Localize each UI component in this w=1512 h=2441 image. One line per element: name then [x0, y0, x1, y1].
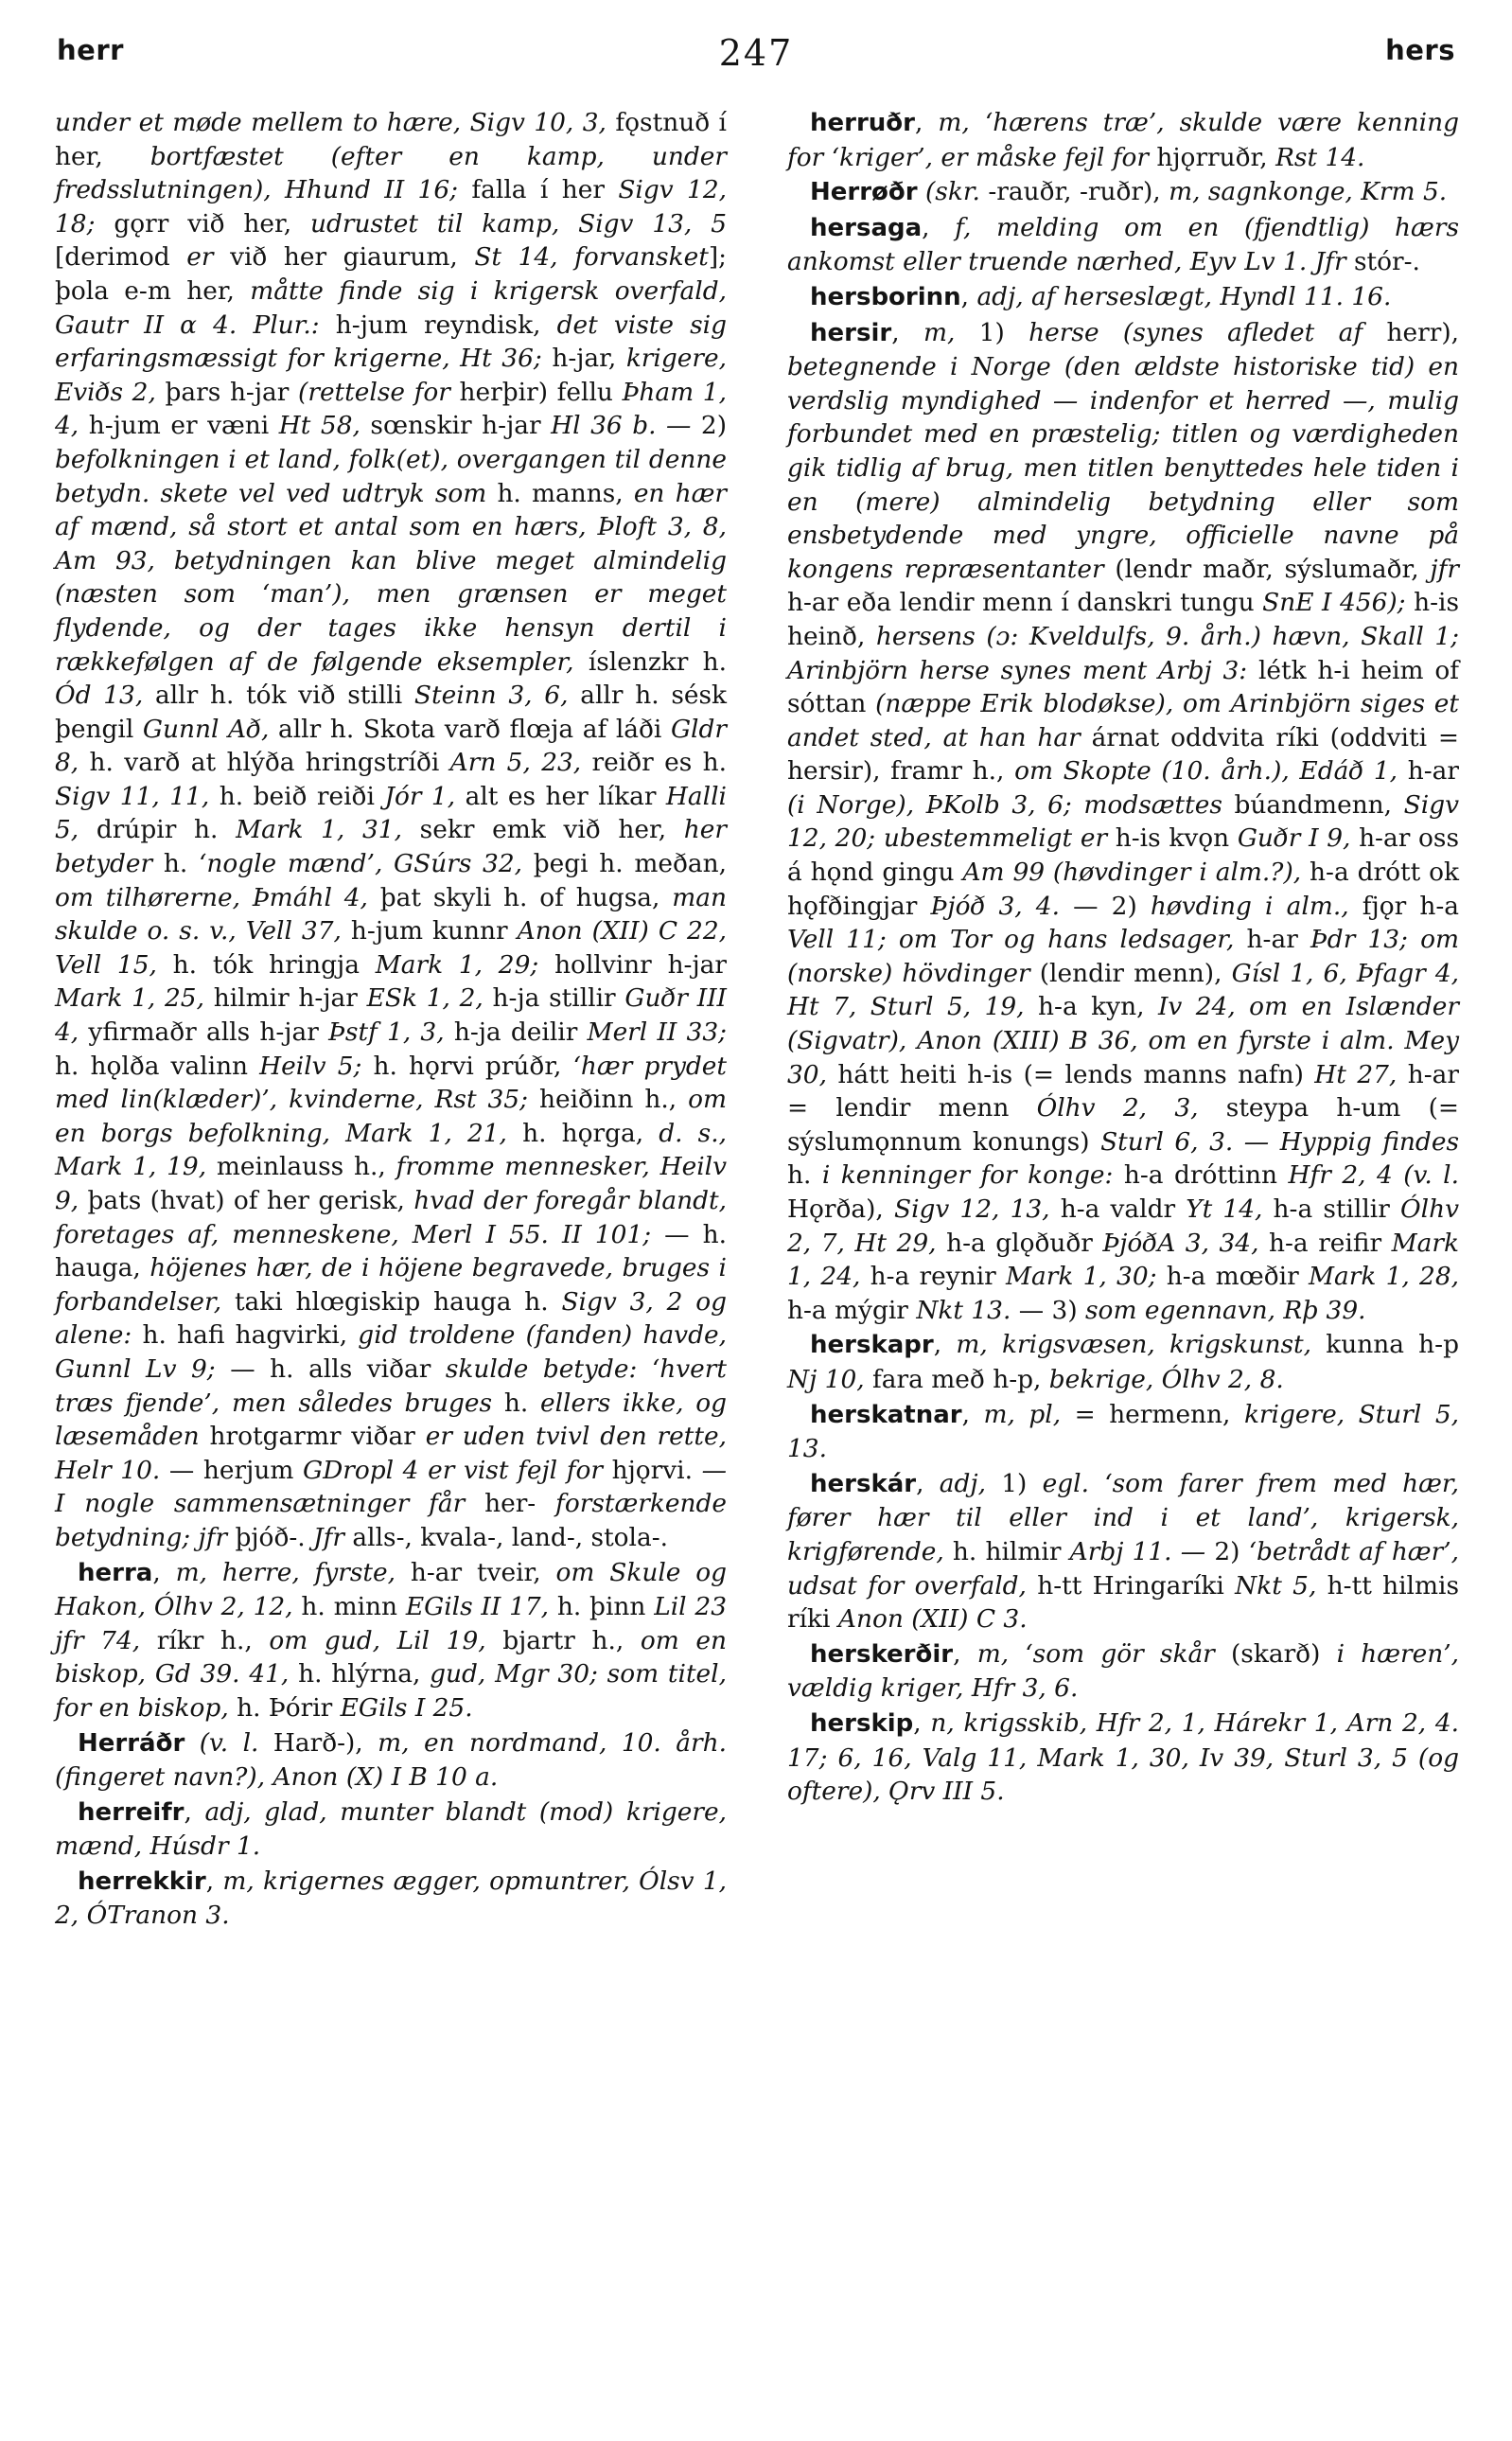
roman-text: h. varð at hlýða hringstríði — [89, 748, 450, 778]
roman-text: ]; þola e-m her, — [55, 242, 727, 306]
italic-text: n, krigsskib, Hfr 2, 1, Hárekr 1, Arn 2, 4. 17; 6, 16, Valg 11, Mark 1, 30, Iv 39, Sturl 3, 5 (og oftere), Ǫrv III 5. — [787, 1707, 1459, 1807]
italic-text: Þjóð 3, 4. — [930, 891, 1074, 921]
italic-text: ÞjóðA 3, 34, — [1102, 1228, 1270, 1258]
roman-text: h. beið reiði — [219, 781, 385, 811]
roman-text: alt es her líkar — [465, 781, 666, 811]
italic-text: bekrige, Ólhv 2, 8. — [1048, 1364, 1284, 1394]
italic-text: Gísl 1, 6, Þfagr 4, Ht 7, Sturl 5, 19, — [787, 958, 1459, 1022]
italic-text: adj, glad, munter blandt (mod) krigere, mænd, Húsdr 1. — [55, 1796, 728, 1862]
italic-text: er — [186, 242, 231, 273]
roman-text: hilmir h-jar — [213, 983, 367, 1014]
italic-text: skulde betyde: ‘hvert træs fjende’, men således bruges — [55, 1353, 728, 1418]
italic-text: Anon (XII) C 22, Vell 15, — [55, 916, 728, 980]
roman-text: h-tt Hringaríki — [1037, 1570, 1236, 1601]
roman-text: 2) — [700, 411, 728, 441]
italic-text: under et møde mellem to hære, Sigv 10, 3, — [55, 108, 616, 137]
dictionary-entry — [787, 1707, 1459, 1809]
italic-text: høvding i alm., — [1150, 891, 1363, 921]
italic-text: d. s., Mark 1, 19, — [55, 1118, 727, 1182]
italic-text: Þdr 13; om (norske) hövdinger — [787, 925, 1460, 988]
italic-text: Heilv 5; — [259, 1051, 374, 1081]
roman-text: reiðr es h. — [591, 748, 727, 778]
italic-text: GDropl 4 er vist fejl for — [302, 1455, 612, 1485]
italic-text: — I nogle sammensætninger får — [55, 1455, 728, 1519]
dictionary-entry — [55, 1865, 727, 1933]
dictionary-entry — [787, 316, 1459, 1328]
italic-text: Hl 36 b. — — [551, 411, 701, 441]
roman-text: við her giaurum, — [230, 242, 475, 273]
roman-text: hermenn, — [1109, 1399, 1244, 1429]
italic-text: ‘nogle mænd’, GSúrs 32, — [198, 849, 534, 879]
roman-text: yfirmaðr alls h-jar — [88, 1017, 329, 1048]
roman-text: allr h. sésk þengil — [55, 681, 728, 744]
italic-text: Lil 23 jfr 74, — [55, 1592, 727, 1655]
italic-text: ‘betrådt af hær’, udsat for overfald, — [787, 1536, 1460, 1601]
italic-text: Arn 5, 23, — [449, 748, 592, 778]
roman-text: þat skyli h. of hugsa, — [379, 882, 673, 912]
roman-text: , — [922, 212, 956, 242]
entry-headword: Herráðr — [78, 1728, 185, 1758]
roman-text: , — [914, 108, 939, 137]
roman-text: h-a kyn, — [1038, 992, 1158, 1022]
roman-text: h. — [787, 1160, 822, 1191]
roman-text: fjǫr h-a — [1362, 891, 1459, 921]
italic-text: hvad der foregår blandt, foretages af, menneskene, Merl I 55. II 101; — [55, 1186, 727, 1249]
roman-text: steypa h-um (= sýslumǫnnum konungs) — [787, 1093, 1459, 1157]
italic-text: Merl II 33; — [587, 1017, 727, 1048]
italic-text: som egennavn, Rþ 39. — [1085, 1295, 1366, 1325]
roman-text: h. — [163, 849, 199, 879]
roman-text: h-a reynir — [870, 1262, 1006, 1292]
italic-text: (v. l. — [185, 1727, 273, 1758]
roman-text: , — [953, 1638, 977, 1669]
roman-text: h-ja deilir — [453, 1017, 588, 1048]
italic-text: man skulde o. s. v., Vell 37, — [55, 882, 727, 946]
italic-text: Mark 1, 25, — [55, 983, 214, 1014]
italic-text: Jór 1, — [384, 781, 466, 811]
entry-headword: herskatnar — [810, 1400, 962, 1429]
italic-text: om Skule og Hakon, Ólhv 2, 12, — [55, 1557, 728, 1622]
roman-text: — 2) — [1073, 891, 1151, 921]
italic-text: gud, Mgr 30; — [430, 1659, 607, 1689]
italic-text: höjenes hær, de i höjene begravede, bruges i forbandelser, — [55, 1253, 727, 1317]
italic-text: EGils I 25. — [340, 1692, 473, 1723]
roman-text: Harð-), — [273, 1727, 378, 1758]
roman-text: fǫstnuð í her, — [55, 108, 727, 171]
dictionary-entry — [55, 1795, 727, 1864]
italic-text: Nkt 5, — [1235, 1570, 1327, 1601]
dictionary-entry — [787, 211, 1459, 279]
italic-text: udrustet til kamp, Sigv 13, 5 — [310, 208, 728, 239]
roman-text: h. manns, — [497, 478, 634, 508]
italic-text: her betyder — [55, 815, 728, 879]
italic-text: Þham 1, 4, — [55, 377, 727, 441]
italic-text: som titel, for en biskop, — [55, 1659, 728, 1723]
italic-text: Ólhv 2, 7, Ht 29, — [787, 1194, 1460, 1258]
roman-text: h-ar — [1246, 925, 1310, 955]
roman-text: bjartr h., — [502, 1625, 641, 1655]
italic-text: Ólhv 2, 3, — [1036, 1093, 1226, 1123]
dictionary-entry — [55, 1556, 727, 1725]
roman-text: (lendr maðr, sýslumaðr, — [1115, 554, 1431, 584]
roman-text: 1) — [1001, 1468, 1043, 1498]
italic-text: f, melding om en (fjendtlig) hærs ankomst eller truende nærhed, Eyv Lv 1. Jfr — [787, 212, 1459, 277]
roman-text: h-a dróttinn — [1123, 1160, 1289, 1191]
italic-text: m, krigernes ægger, opmuntrer, Ólsv 1, 2, ÓTranon 3. — [55, 1866, 727, 1931]
italic-text: gid troldene (fanden) havde, Gunnl Lv 9; — [55, 1320, 727, 1384]
entry-continuation — [55, 106, 727, 1555]
roman-text: alls-, kvala-, land-, stola-. — [352, 1522, 669, 1552]
page-number: 247 — [718, 32, 794, 74]
italic-text: SnE I 456); — [1262, 588, 1415, 618]
roman-text: herr), — [1386, 317, 1459, 347]
italic-text: Gldr 8, — [55, 714, 727, 778]
entry-headword: herra — [78, 1558, 153, 1587]
italic-text: Sturl 6, 3. — Hyppig findes — [1100, 1126, 1459, 1157]
dictionary-entry — [55, 1726, 727, 1795]
italic-text: m, sagnkonge, Krm 5. — [1169, 177, 1448, 207]
roman-text: h-ar = lendir menn — [787, 1059, 1459, 1123]
italic-text: herse (synes afledet af — [1029, 317, 1387, 347]
roman-text: h-jum reyndisk, — [335, 310, 557, 340]
roman-text: þjóð-. — [235, 1522, 314, 1552]
italic-text: Mark 1, 31, — [236, 815, 420, 845]
roman-text: h. hlýrna, — [298, 1659, 431, 1689]
roman-text: h. þinn — [556, 1592, 655, 1622]
italic-text: om tilhørerne, Þmáhl 4, — [55, 882, 380, 912]
italic-text: EGils II 17, — [405, 1592, 557, 1622]
italic-text: m, herre, fyrste, — [175, 1557, 411, 1587]
italic-text: jfr — [1430, 554, 1459, 584]
roman-text: (lendir menn), — [1039, 958, 1232, 988]
roman-text: h. hǫrga, — [522, 1118, 659, 1148]
roman-text: h-ja stillir — [492, 983, 625, 1014]
roman-text: þats (hvat) of her gerisk, — [87, 1186, 414, 1215]
roman-text: h-ar eða lendir menn í danskri tungu — [787, 588, 1263, 618]
italic-text: m, — [923, 317, 979, 347]
dictionary-entry — [787, 175, 1459, 210]
italic-text: betegnende i Norge (den ældste historiske tid) en verdslig myndighed — indenfor et herred —, mulig forbundet med en præstelig; titlen og værdigheden gik tidlig af brug, men titlen benyttedes hele tiden i en (mere) almindelig betydning eller som ensbetydende med yngre, officielle navne på kongens repræsentanter — [787, 352, 1459, 584]
italic-text: Guðr III 4, — [55, 983, 727, 1048]
entry-headword: herskár — [810, 1469, 917, 1498]
italic-text: Sigv 11, 11, — [55, 781, 220, 811]
italic-text: Mark 1, 30; — [1006, 1262, 1167, 1292]
italic-text: om Skopte (10. årh.), Edáð 1, — [1014, 756, 1408, 787]
roman-text: , — [961, 1399, 984, 1429]
left-catchword: herr — [57, 34, 124, 66]
roman-text: , — [891, 317, 923, 347]
italic-text: Þstf 1, 3, — [328, 1017, 454, 1048]
italic-text: Arbj 11. — — [1069, 1536, 1215, 1566]
italic-text: om en borgs befolkning, Mark 1, 21, — [55, 1085, 727, 1148]
italic-text: Hfr 2, 4 (v. l. — [1288, 1160, 1460, 1191]
roman-text: [derimod — [55, 242, 187, 273]
italic-text: m, ‘hærens træ’, skulde være kenning for ‘kriger’, er måske fejl for — [787, 108, 1459, 172]
italic-text: Halli 5, — [55, 781, 727, 845]
italic-text: ellers ikke, og læsemåden — [55, 1388, 727, 1452]
roman-text: — 3) — [1018, 1295, 1086, 1325]
roman-text: herþir) fellu — [459, 377, 623, 407]
roman-text: h-jum kunnr — [350, 916, 518, 946]
italic-text: bortfæstet (efter en kamp, under fredsslutningen), Hhund II 16; — [55, 141, 727, 205]
roman-text: hátt heiti h-is (= lends manns nafn) — [837, 1059, 1315, 1089]
roman-text: drúpir h. — [96, 815, 237, 845]
roman-text: 1) — [978, 317, 1029, 347]
roman-text: h. tók hringja — [172, 949, 376, 980]
roman-text: h-a stillir — [1273, 1194, 1401, 1224]
roman-text: hollvinr h-jar — [554, 949, 728, 980]
italic-text: Iv 24, om en Islænder (Sigvatr), Anon (XIII) B 36, om en fyrste i alm. Mey 30, — [787, 992, 1459, 1089]
roman-text: h-a mýgir — [787, 1295, 917, 1325]
roman-text: allr h. tók við stilli — [154, 681, 414, 711]
dictionary-entry — [787, 1637, 1459, 1706]
italic-text: en hær af mænd, så stort et antal som en hærs, Þloft 3, 8, Am 93, betydningen kan blive meget almindelig (næsten som ‘man’), men grænsen er meget flydende, og der tages ikke hensyn dertil i rækkefølgen af de følgende eksempler, — [55, 478, 727, 677]
entry-headword: herreifr — [78, 1797, 185, 1827]
left-column — [55, 106, 727, 1934]
roman-text: (skarð) — [1231, 1638, 1337, 1669]
italic-text: ESk 1, 2, — [366, 983, 493, 1014]
entry-headword: herrekkir — [78, 1866, 206, 1896]
roman-text: hrotgarmr viðar — [209, 1422, 426, 1452]
roman-text: hjǫrvi. — [611, 1455, 702, 1485]
italic-text: er uden tvivl den rette, Helr 10. — [55, 1422, 727, 1485]
roman-text: h-a mœðir — [1166, 1262, 1309, 1292]
roman-text: meinlauss h., — [216, 1152, 396, 1182]
dictionary-entry — [787, 106, 1459, 174]
italic-text: ‘hær prydet med lin(klæder)’, kvinderne, Rst 35; — [55, 1051, 727, 1115]
roman-text: létk h-i heim of sóttan — [787, 655, 1459, 719]
roman-text: fara með h-p, — [872, 1364, 1049, 1394]
italic-text: Mark 1, 29; — [375, 949, 555, 980]
dictionary-entry — [787, 280, 1459, 315]
italic-text: St 14, forvansket — [474, 242, 709, 273]
roman-text: h. — [503, 1388, 540, 1418]
italic-text: forstærkende betydning; jfr — [55, 1489, 728, 1552]
roman-text: — h. hauga, — [55, 1219, 727, 1283]
roman-text: h-a valdr — [1060, 1194, 1187, 1224]
italic-text: adj, af herseslægt, Hyndl 11. 16. — [976, 281, 1392, 311]
roman-text: , — [933, 1330, 957, 1360]
roman-text: íslenzkr h. — [588, 646, 727, 677]
italic-text: (næppe Erik blodøkse), om Arinbjörn siges et andet sted, at han har — [787, 689, 1459, 752]
roman-text: h-ar oss á hǫnd gingu — [787, 823, 1459, 888]
italic-text: Am 99 (høvdinger i alm.?), — [962, 858, 1310, 888]
italic-text: Sigv 12, 20; ubestemmeligt er — [787, 789, 1459, 854]
italic-text: Sigv 3, 2 og alene: — [55, 1286, 727, 1351]
italic-text: Rst 14. — [1275, 142, 1365, 172]
italic-text: (rettelse for — [298, 377, 460, 407]
italic-text: måtte finde sig i krigersk overfald, Gautr II α 4. Plur.: — [55, 275, 727, 340]
roman-text: h. minn — [301, 1592, 406, 1622]
roman-text: h. hafi hagvirki, — [142, 1320, 359, 1351]
roman-text: h-a reifir — [1269, 1228, 1392, 1258]
italic-text: Gunnl Að, — [142, 714, 278, 744]
italic-text: Mark 1, 28, — [1308, 1262, 1459, 1292]
roman-text: her- — [484, 1489, 556, 1519]
italic-text: krigere, Sturl 5, 13. — [787, 1399, 1460, 1464]
roman-text: hjǫrruðr, — [1156, 142, 1276, 172]
roman-text: -rauðr, -ruðr), — [988, 177, 1169, 207]
roman-text: allr h. Skota varð flœja af láði — [277, 714, 671, 744]
italic-text: m, krigsvæsen, krigskunst, — [956, 1330, 1327, 1360]
roman-text: árnat oddvita ríki (oddviti = hersir), framr h., — [787, 722, 1459, 787]
italic-text: krigere, Eviðs 2, — [55, 344, 727, 407]
roman-text: búandmenn, — [1234, 789, 1404, 820]
roman-text: h-ar — [1407, 756, 1459, 787]
roman-text: h. hǫlða valinn — [55, 1051, 260, 1081]
right-column — [787, 106, 1459, 1810]
roman-text: , — [913, 1707, 931, 1738]
roman-text: , — [184, 1796, 205, 1827]
entry-headword: herruðr — [810, 109, 915, 137]
entry-headword: herskapr — [810, 1331, 934, 1360]
entry-headword: hersir — [810, 318, 892, 347]
italic-text: det viste sig erfaringsmæssigt for krigerne, Ht 36; — [55, 310, 728, 374]
italic-text: Guðr I 9, — [1237, 823, 1360, 854]
roman-text: , — [916, 1468, 940, 1498]
italic-text: Ht 58, — [278, 411, 371, 441]
italic-text: om en biskop, Gd 39. 41, — [55, 1625, 727, 1689]
roman-text: h-is heinð, — [787, 588, 1459, 651]
entry-headword: Herrøðr — [810, 178, 918, 207]
roman-text: þars h-jar — [165, 377, 299, 407]
roman-text: heiðinn h., — [538, 1085, 689, 1115]
italic-text: Sigv 12, 13, — [893, 1194, 1061, 1224]
entry-headword: hersborinn — [810, 282, 961, 311]
roman-text: h. hǫrvi prúðr, — [373, 1051, 573, 1081]
roman-text: taki hlœgiskip hauga h. — [234, 1286, 562, 1317]
italic-text: hersens (ɔ: Kveldulfs, 9. årh.) hævn, Skall 1; Arinbjörn herse synes ment Arbj 3: — [787, 621, 1460, 685]
italic-text: adj, — [939, 1468, 1002, 1498]
roman-text: h-jar, — [552, 344, 626, 374]
italic-text: om gud, Lil 19, — [269, 1625, 503, 1655]
italic-text: Ód 13, — [55, 681, 155, 711]
roman-text: h-tt hilmis ríki — [787, 1570, 1459, 1635]
roman-text: — h. alls viðar — [230, 1353, 446, 1384]
italic-text: (i Norge), ÞKolb 3, 6; modsættes — [787, 789, 1235, 820]
italic-text: Steinn 3, 6, — [413, 681, 581, 711]
roman-text: h-a glǫðuðr — [946, 1228, 1103, 1258]
roman-text: falla í her — [471, 175, 619, 205]
roman-text: sekr emk við her, — [419, 815, 684, 845]
italic-text: (skr. — [917, 177, 989, 207]
dictionary-entry — [787, 1398, 1459, 1466]
roman-text: Hǫrða), — [787, 1194, 894, 1224]
dictionary-entry — [787, 1467, 1459, 1636]
roman-text: h-jum er væni — [88, 411, 279, 441]
roman-text: 2) — [1214, 1536, 1249, 1566]
italic-text: m, ‘som gör skår — [976, 1638, 1231, 1669]
roman-text: h-is kvǫn — [1115, 823, 1238, 854]
italic-text: Nkt 13. — [916, 1295, 1019, 1325]
entry-headword: herskerðir — [810, 1639, 954, 1669]
italic-text: i hæren’, vældig kriger, Hfr 3, 6. — [787, 1638, 1460, 1704]
italic-text: egl. ‘som farer frem med hær, fører hær til eller ind i et land’, krigersk, krigførende, — [787, 1468, 1460, 1566]
italic-text: Vell 11; om Tor og hans ledsager, — [787, 925, 1247, 955]
roman-text: stór-. — [1353, 247, 1420, 277]
roman-text: h. Þórir — [237, 1692, 341, 1723]
italic-text: Ht 27, — [1314, 1059, 1408, 1089]
italic-text: befolkningen i et land, folk(et), overgangen til denne betydn. skete vel ved udtryk som — [55, 444, 727, 508]
right-catchword: hers — [1385, 34, 1455, 66]
italic-text: Sigv 12, 18; — [55, 175, 727, 239]
italic-text: Anon (XII) C 3. — [837, 1604, 1028, 1635]
roman-text: — herjum — [168, 1455, 303, 1485]
roman-text: þegi h. meðan, — [533, 849, 727, 879]
dictionary-entry — [787, 1328, 1459, 1396]
italic-text: Yt 14, — [1186, 1194, 1274, 1224]
italic-text: i kenninger for konge: — [821, 1160, 1124, 1191]
page-header — [57, 21, 1455, 78]
italic-text: Mark 1, 24, — [787, 1228, 1459, 1292]
italic-text: m, pl, = — [983, 1399, 1110, 1429]
entry-headword: herskip — [810, 1708, 914, 1738]
roman-text: , — [960, 281, 977, 311]
italic-text: fromme mennesker, Heilv 9, — [55, 1152, 728, 1215]
italic-text: Jfr — [313, 1522, 353, 1552]
roman-text: , — [205, 1866, 223, 1896]
roman-text: h. hilmir — [952, 1536, 1070, 1566]
roman-text: h-ar tveir, — [410, 1557, 556, 1587]
roman-text: h-a drótt ok hǫfðingjar — [787, 858, 1459, 921]
italic-text: m, en nordmand, 10. årh. (fingeret navn?), Anon (X) I B 10 a. — [55, 1727, 727, 1793]
roman-text: sœnskir h-jar — [370, 411, 552, 441]
roman-text: , — [152, 1557, 176, 1587]
roman-text: gǫrr við her, — [114, 208, 311, 239]
entry-headword: hersaga — [810, 213, 923, 242]
italic-text: Nj 10, — [787, 1364, 873, 1394]
roman-text: ríkr h., — [156, 1625, 270, 1655]
roman-text: kunna h-p — [1326, 1330, 1459, 1360]
